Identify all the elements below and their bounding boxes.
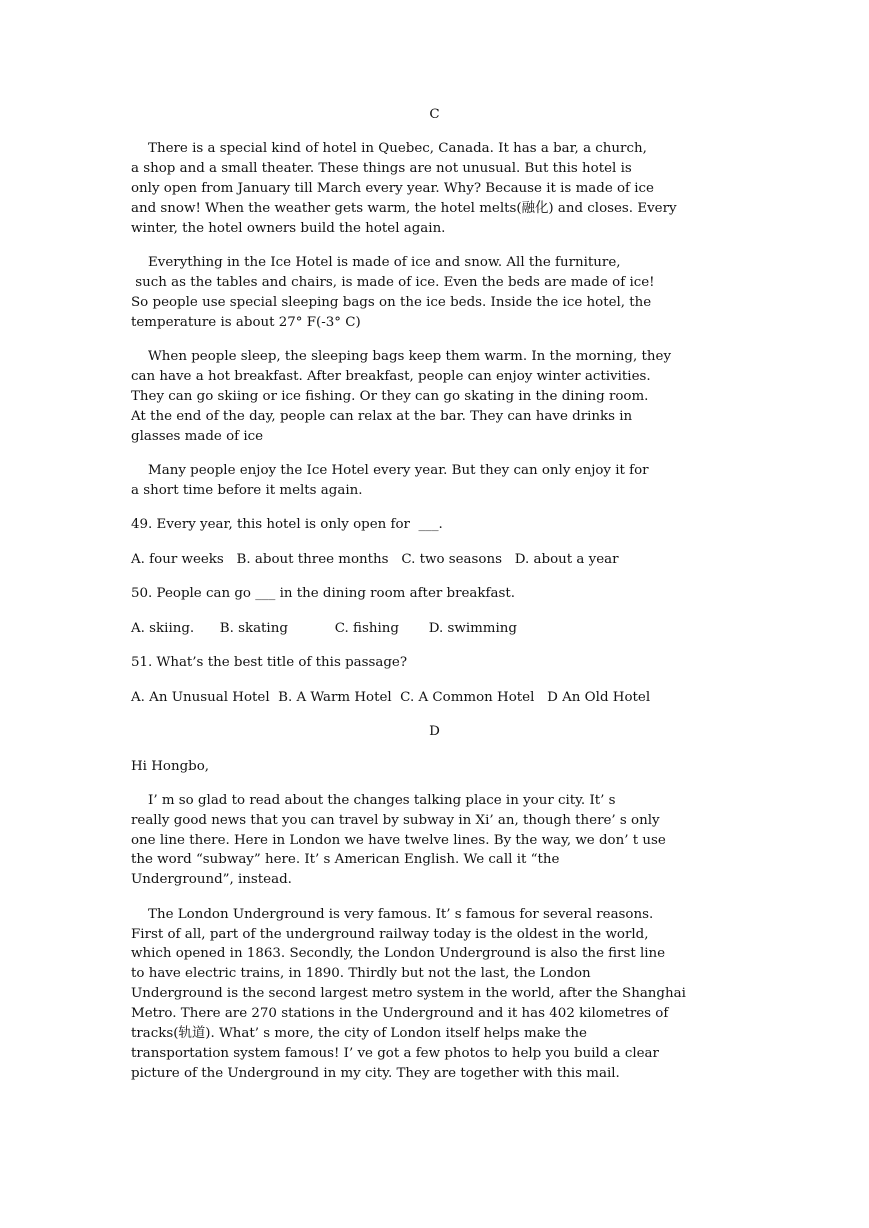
text-line: a shop and a small theater. These things are not unusual. But this hotel is [131,161,632,176]
question-options: A. An Unusual Hotel B. A Warm Hotel C. A Common Hotel D An Old Hotel [131,690,651,705]
text-line: and snow! When the weather gets warm, the hotel melts(融化) and closes. Every [131,201,677,216]
text-line: the word “subway” here. It’ s American English. We call it “the [131,852,560,867]
text-line: only open from January till March every year. Why? Because it is made of ice [131,181,654,196]
text-line: The London Underground is very famous. It’ s famous for several reasons. [131,907,654,922]
text-line: Everything in the Ice Hotel is made of ice and snow. All the furniture, [131,255,621,270]
question-stem: 49. Every year, this hotel is only open for ___. [131,517,443,532]
text-line: to have electric trains, in 1890. Thirdly but not the last, the London [131,966,591,981]
question-stem: 50. People can go ___ in the dining room after breakfast. [131,586,515,601]
text-line: Metro. There are 270 stations in the Underground and it has 402 kilometres of [131,1006,669,1021]
text-line: Many people enjoy the Ice Hotel every year. But they can only enjoy it for [131,463,649,478]
text-line: really good news that you can travel by subway in Xi’ an, though there’ s only [131,813,660,828]
text-line: one line there. Here in London we have twelve lines. By the way, we don’ t use [131,833,666,848]
text-line: There is a special kind of hotel in Quebec, Canada. It has a bar, a church, [131,141,647,156]
text-line: can have a hot breakfast. After breakfast, people can enjoy winter activities. [131,369,651,384]
text-line: At the end of the day, people can relax at the bar. They can have drinks in [131,409,633,424]
section-c-heading: C [429,107,440,122]
text-line: First of all, part of the underground railway today is the oldest in the world, [131,927,649,942]
text-line: Underground”, instead. [131,872,292,887]
question-options: A. skiing. B. skating C. fishing D. swimming [131,621,517,636]
section-d-heading: D [429,724,440,739]
question-options: A. four weeks B. about three months C. two seasons D. about a year [131,552,619,567]
text-line: transportation system famous! I’ ve got a few photos to help you build a clear [131,1046,659,1061]
text-line: which opened in 1863. Secondly, the London Underground is also the first line [131,946,666,961]
text-line: a short time before it melts again. [131,483,363,498]
text-line: So people use special sleeping bags on the ice beds. Inside the ice hotel, the [131,295,652,310]
text-line: such as the tables and chairs, is made of ice. Even the beds are made of ice! [131,275,655,290]
text-line: tracks(轨道). What’ s more, the city of London itself helps make the [131,1026,587,1041]
text-line: Underground is the second largest metro system in the world, after the Shanghai [131,986,686,1001]
text-line: winter, the hotel owners build the hotel again. [131,221,446,236]
text-line: I’ m so glad to read about the changes talking place in your city. It’ s [131,793,616,808]
letter-greeting: Hi Hongbo, [131,759,210,774]
text-line: glasses made of ice [131,429,264,444]
text-line: They can go skiing or ice fishing. Or they can go skating in the dining room. [131,389,649,404]
text-line: When people sleep, the sleeping bags keep them warm. In the morning, they [131,349,672,364]
text-line: temperature is about 27° F(-3° C) [131,315,361,330]
question-stem: 51. What’s the best title of this passage? [131,655,408,670]
text-line: picture of the Underground in my city. They are together with this mail. [131,1066,620,1081]
